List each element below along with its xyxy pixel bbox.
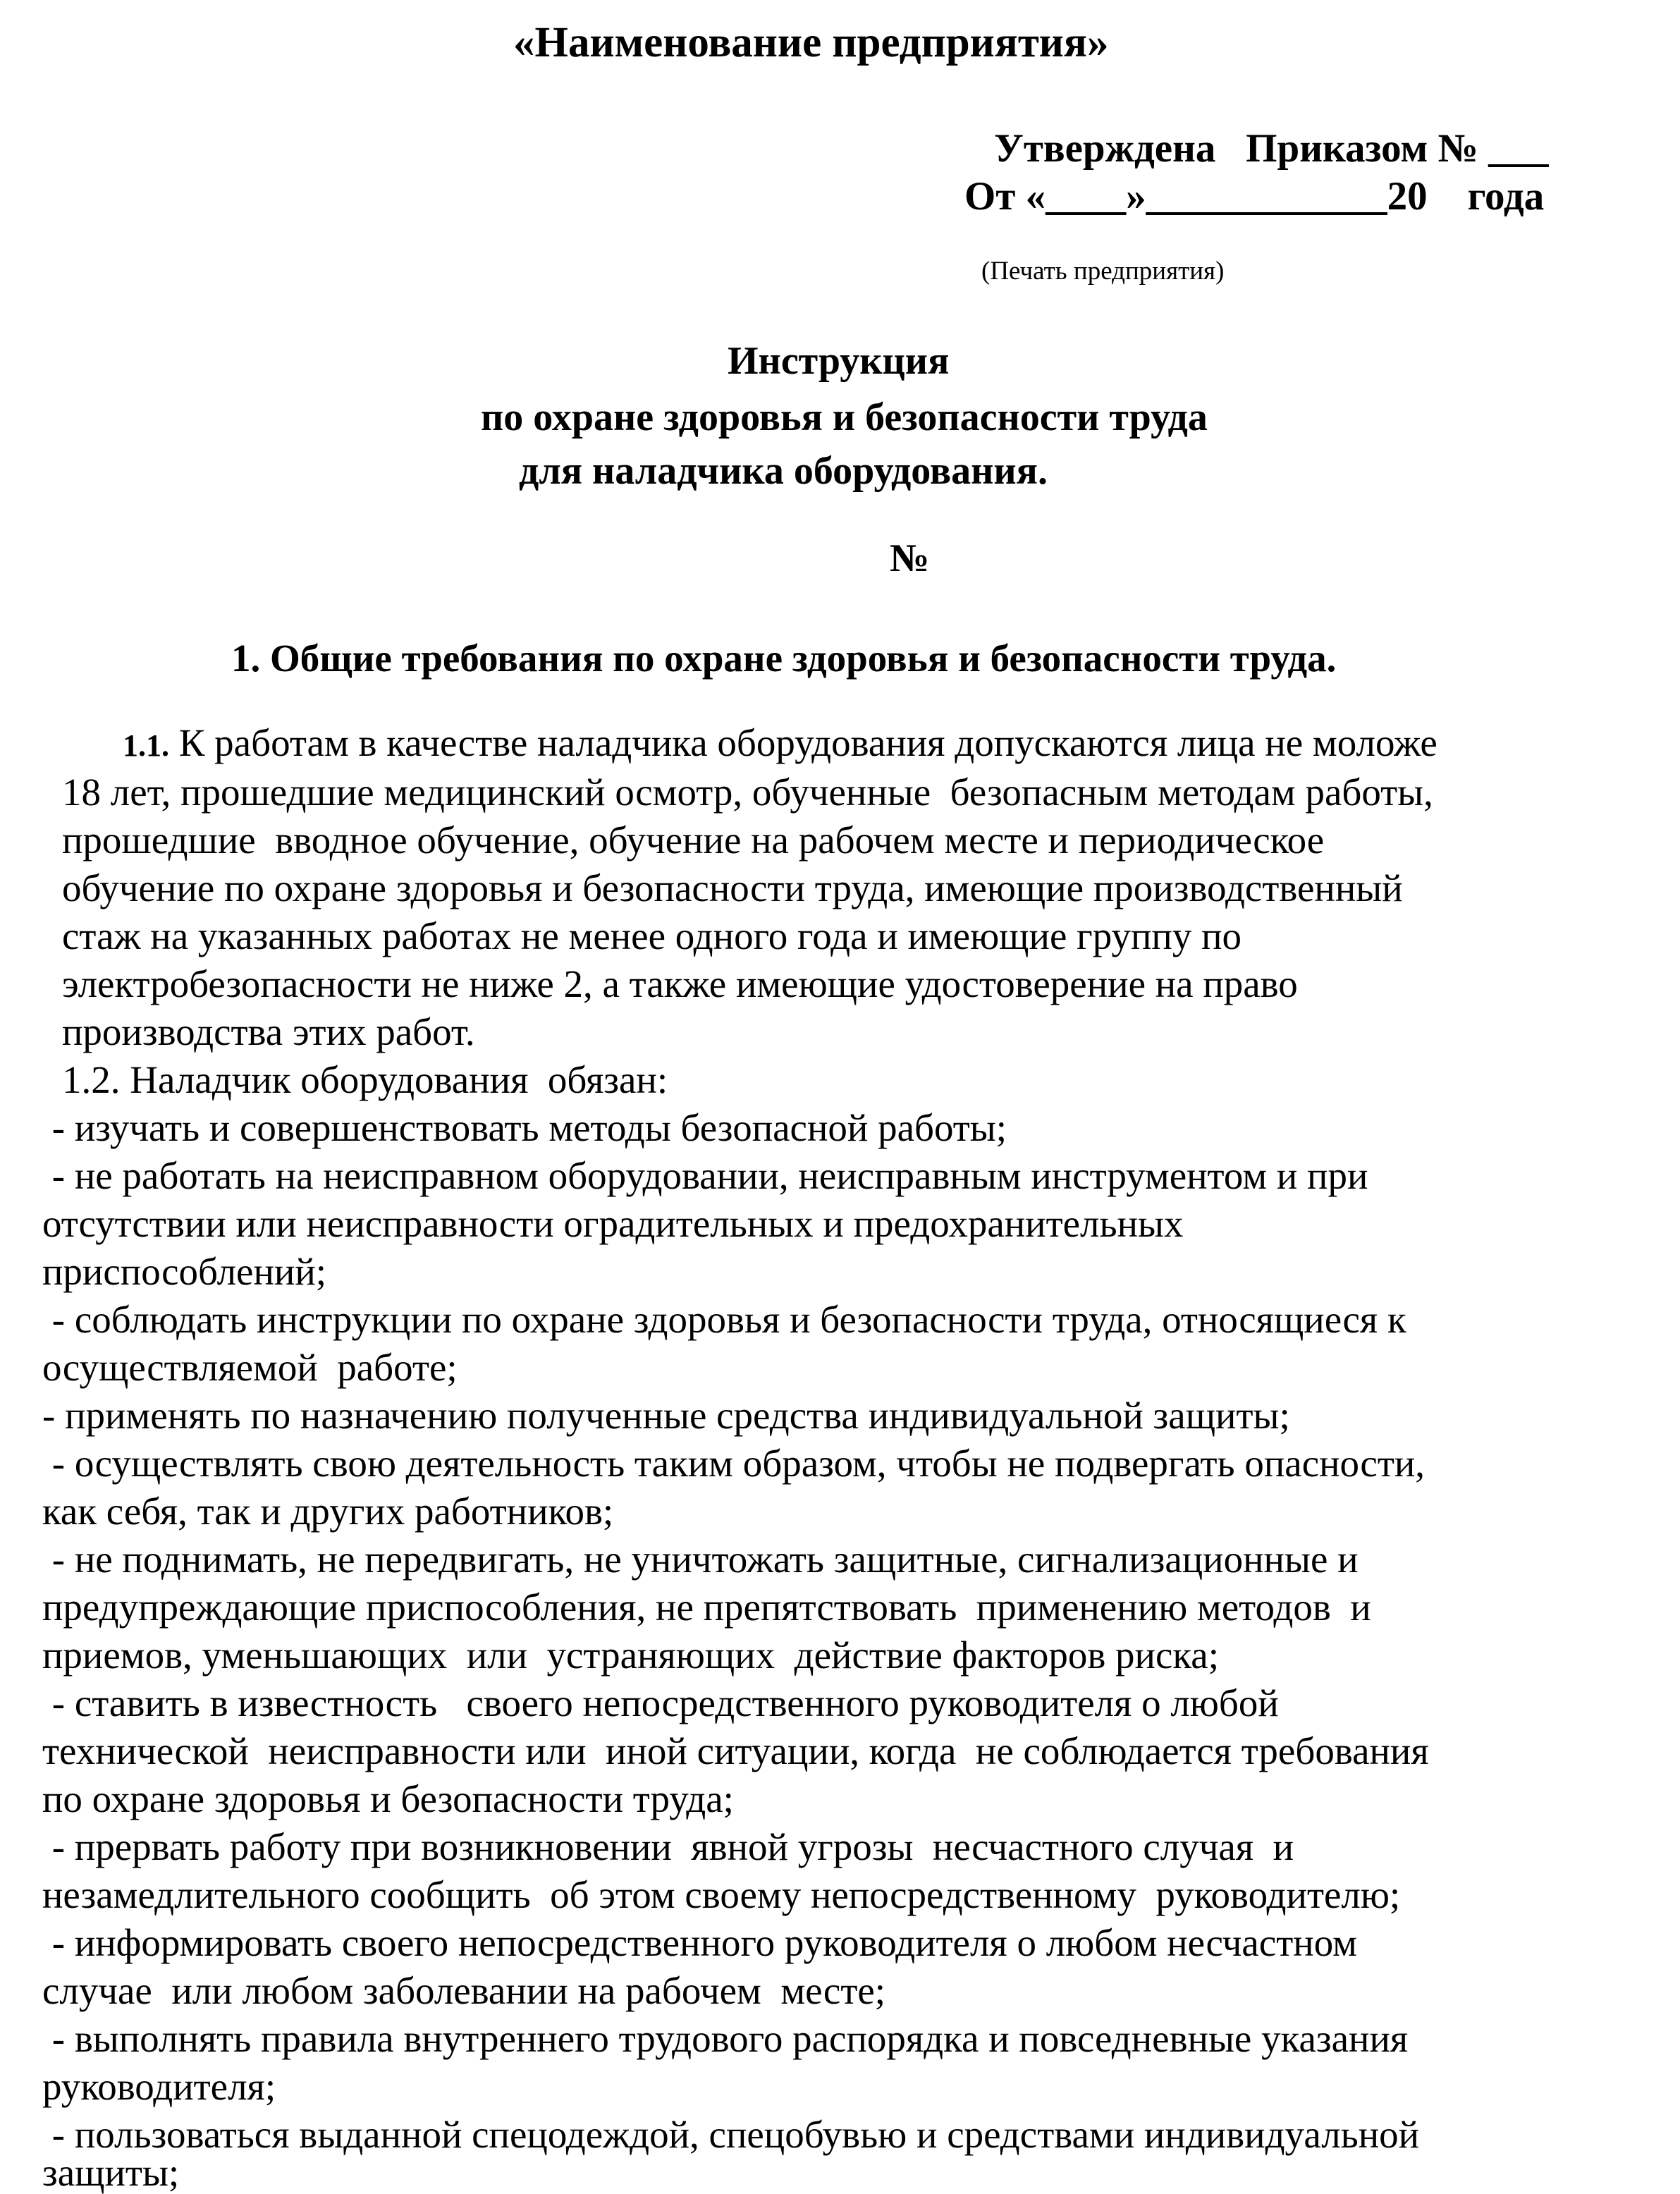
duty-line: - ставить в известность своего непосредственного руководителя о любой: [42, 1681, 1279, 1724]
duty-line: технической неисправности или иной ситуации, когда не соблюдается требования: [42, 1729, 1429, 1772]
duty-line: - пользоваться выданной спецодеждой, спецобувью и средствами индивидуальной: [42, 2113, 1420, 2156]
duty-line: - изучать и совершенствовать методы безопасной работы;: [42, 1106, 1007, 1149]
item-number: 1.1.: [123, 728, 169, 763]
duty-line: - не поднимать, не передвигать, не уничтожать защитные, сигнализационные и: [42, 1538, 1359, 1581]
duty-line: осуществляемой работе;: [42, 1346, 458, 1389]
item-text: К работам в качестве наладчика оборудования допускаются лица не моложе: [169, 721, 1437, 764]
enterprise-name: «Наименование предприятия»: [513, 19, 1109, 66]
stamp-note: (Печать предприятия): [981, 257, 1225, 286]
item-1-2-intro: 1.2. Наладчик оборудования обязан:: [62, 1058, 668, 1101]
duty-line: случае или любом заболевании на рабочем месте;: [42, 1969, 886, 2012]
approval-order-line: Утверждена Приказом № ___: [994, 126, 1549, 171]
duty-line: незамедлительного сообщить об этом своему непосредственному руководителю;: [42, 1873, 1401, 1916]
duty-line: - информировать своего непосредственного руководителя о любом несчастном: [42, 1921, 1357, 1964]
duty-line: как себя, так и других работников;: [42, 1490, 614, 1533]
duty-line: приемов, уменьшающих или устраняющих действие факторов риска;: [42, 1634, 1219, 1677]
duty-line: по охране здоровья и безопасности труда;: [42, 1777, 734, 1820]
approval-date-line: От «____»____________20 года: [964, 174, 1545, 219]
duty-line: - не работать на неисправном оборудовании, неисправным инструментом и при: [42, 1154, 1368, 1197]
item-1-1-line: 18 лет, прошедшие медицинский осмотр, обученные безопасным методам работы,: [62, 771, 1433, 814]
item-1-1-first-line: [123, 723, 1437, 762]
duty-line: приспособлений;: [42, 1250, 327, 1293]
duty-line: - соблюдать инструкции по охране здоровья и безопасности труда, относящиеся к: [42, 1298, 1406, 1341]
duty-line: отсутствии или неисправности оградительных и предохранительных: [42, 1202, 1184, 1245]
duty-line: - применять по назначению полученные средства индивидуальной защиты;: [42, 1394, 1290, 1437]
duty-line: предупреждающие приспособления, не препятствовать применению методов и: [42, 1586, 1371, 1629]
item-1-1-line: производства этих работ.: [62, 1010, 475, 1053]
item-1-1-line: электробезопасности не ниже 2, а также имеющие удостоверение на право: [62, 962, 1298, 1005]
item-1-1-line: стаж на указанных работах не менее одного года и имеющие группу по: [62, 914, 1242, 957]
document-number-sign: №: [890, 537, 930, 580]
duty-line: - прервать работу при возникновении явной угрозы несчастного случая и: [42, 1825, 1294, 1868]
document-position: для наладчика оборудования.: [519, 449, 1048, 493]
duty-line: руководителя;: [42, 2065, 276, 2108]
duty-line: - выполнять правила внутреннего трудового распорядка и повседневные указания: [42, 2017, 1409, 2060]
item-1-1-line: обучение по охране здоровья и безопасности труда, имеющие производственный: [62, 866, 1403, 909]
section-heading: 1. Общие требования по охране здоровья и безопасности труда.: [231, 637, 1337, 680]
item-1-1-line: прошедшие вводное обучение, обучение на рабочем месте и периодическое: [62, 819, 1325, 862]
duty-line: защиты;: [42, 2151, 180, 2194]
duty-line: - осуществлять свою деятельность таким образом, чтобы не подвергать опасности,: [42, 1442, 1425, 1485]
document-subtitle: по охране здоровья и безопасности труда: [481, 396, 1208, 439]
document-title: Инструкция: [728, 339, 950, 383]
